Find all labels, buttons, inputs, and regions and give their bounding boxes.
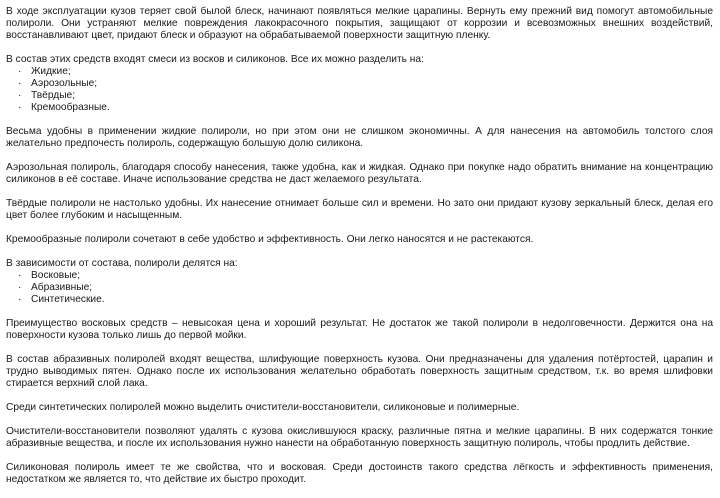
paragraph-intro: В ходе эксплуатации кузов теряет свой былой блеск, начинают появляться мелкие царапины. Вернуть ему прежний вид помогут автомобильные полироли. Они устраняют мелкие повреждения лакокрасочного покрытия, защищают от коррозии и всевозможных внешних воздействий, восстанавливают цвет, придают блеск и образуют на обрабатываемой поверхности защитную пленку. (6, 6, 713, 41)
paragraph-synthetic: Среди синтетических полиролей можно выделить очистители-восстановители, силиконовые и полимерные. (6, 402, 520, 413)
list-item: · Твёрдые; (18, 90, 76, 101)
bullet-icon: · (18, 282, 22, 293)
list-item: · Абразивные; (18, 282, 93, 293)
polish-type-list (6, 270, 713, 306)
bullet-icon: · (18, 66, 22, 77)
paragraph-by-composition: В зависимости от состава, полироли делятся на: (6, 258, 238, 269)
list-item: · Жидкие; (18, 66, 71, 77)
list-item: · Синтетические. (18, 294, 105, 305)
paragraph-liquid: Весьма удобны в применении жидкие полироли, но при этом они не слишком экономичны. А для нанесения на автомобиль толстого слоя желательно предпочесть полироль, содержащую большую долю силикона. (6, 126, 713, 149)
paragraph-cream: Кремообразные полироли сочетают в себе удобство и эффективность. Они легко наносятся и не растекаются. (6, 234, 534, 245)
paragraph-composition: В состав этих средств входят смеси из восков и силиконов. Все их можно разделить на: (6, 54, 424, 65)
list-item: · Восковые; (18, 270, 81, 281)
bullet-icon: · (18, 90, 22, 101)
paragraph-silicone: Силиконовая полироль имеет те же свойства, что и восковая. Среди достоинств такого средства лёгкость и эффективность применения, недостатком же является то, что действие их быстро проходит. (6, 462, 713, 485)
list-item: · Аэрозольные; (18, 78, 98, 89)
polish-form-list (6, 66, 713, 114)
bullet-icon: · (18, 270, 22, 281)
bullet-icon: · (18, 78, 22, 89)
article-body (6, 6, 713, 498)
paragraph-wax: Преимущество восковых средств – невысокая цена и хороший результат. Не достаток же такой полироли в недолговечности. Держится она на поверхности кузова только лишь до первой мойки. (6, 318, 713, 341)
paragraph-solid: Твёрдые полироли не настолько удобны. Их нанесение отнимает больше сил и времени. Но зато они придают кузову зеркальный блеск, делая его цвет более глубоким и насыщенным. (6, 198, 713, 221)
paragraph-cleaners: Очистители-восстановители позволяют удалять с кузова окислившуюся краску, различные пятна и мелкие царапины. В них содержатся тонкие абразивные вещества, и после их использования нужно нанести на обработанную поверхность защитную полироль, чтобы продлить действие. (6, 426, 713, 449)
list-item: · Кремообразные. (18, 102, 110, 113)
bullet-icon: · (18, 102, 22, 113)
paragraph-aerosol: Аэрозольная полироль, благодаря способу нанесения, также удобна, как и жидкая. Однако при покупке надо обратить внимание на концентрацию силиконов в её составе. Иначе использование средства не даст желаемого результата. (6, 162, 713, 185)
paragraph-abrasive: В состав абразивных полиролей входят вещества, шлифующие поверхность кузова. Они предназначены для удаления потёртостей, царапин и трудно выводимых пятен. Однако после их использования желательно обработать поверхность защитным средством, т.к. во время шлифовки стирается верхний слой лака. (6, 354, 713, 389)
bullet-icon: · (18, 294, 22, 305)
